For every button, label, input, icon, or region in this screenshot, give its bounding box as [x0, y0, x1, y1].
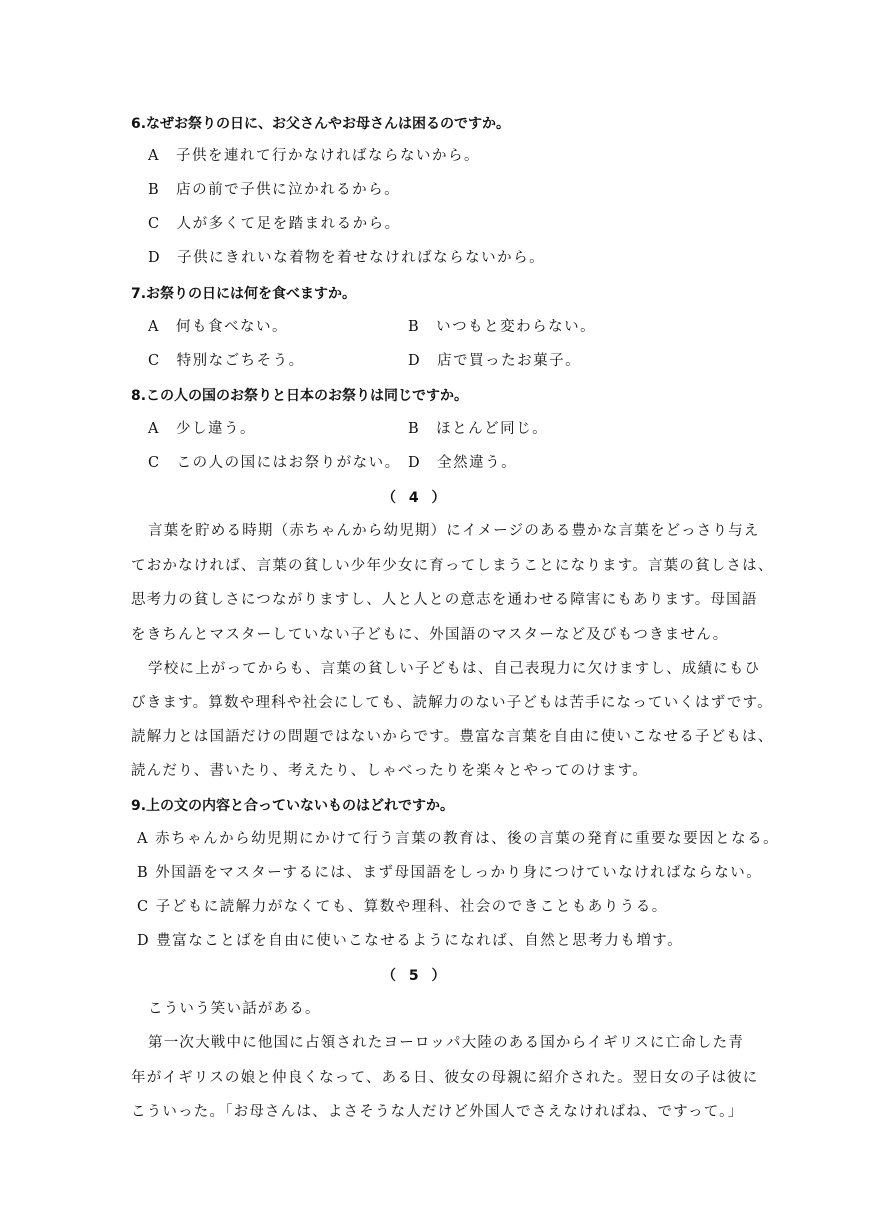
section-4-line-3: 思考力の貧しさにつながりますし、人と人との意志を通わせる障害にもあります。母国語 — [131, 592, 758, 608]
section-4-line-5: 学校に上がってからも、言葉の貧しい子どもは、自己表現力に欠けますし、成績にもひ — [148, 661, 761, 677]
section-4-line-2: ておかなければ、言葉の貧しい少年少女に育ってしまうことになります。言葉の貧しさは、 — [131, 558, 774, 574]
q7-option-b: B いつもと変わらない。 — [408, 319, 597, 335]
section-4-heading: （ 4 ） — [382, 490, 450, 506]
q8-option-c: C この人の国にはお祭りがない。 — [148, 455, 401, 471]
q8-option-b: B ほとんど同じ。 — [408, 421, 549, 437]
question-6: 6.なぜお祭りの日に、お父さんやお母さんは困るのですか。 — [131, 116, 511, 132]
q8-option-a: A 少し違う。 — [148, 421, 256, 437]
q7-option-d: D 店で買ったお菓子。 — [408, 353, 582, 369]
section-5-heading: （ 5 ） — [382, 968, 450, 984]
section-5-line-4: こういった。「お母さんは、よさそうな人だけど外国人でさえなければね、ですって。」 — [131, 1104, 744, 1120]
q9-option-d: D 豊富なことばを自由に使いこなせるようになれば、自然と思考力も増す。 — [137, 933, 684, 949]
q6-option-d: D 子供にきれいな着物を着せなければならないから。 — [148, 250, 546, 266]
section-5-line-2: 第一次大戦中に他国に占領されたヨーロッパ大陸のある国からイギリスに亡命した青 — [148, 1035, 745, 1051]
section-5-line-1: こういう笑い話がある。 — [148, 1001, 321, 1017]
question-8: 8.この人の国のお祭りと日本のお祭りは同じですか。 — [131, 388, 469, 404]
section-4-line-6: びきます。算数や理科や社会にしても、読解力のない子どもは苦手になっていくはずです。 — [131, 695, 773, 711]
section-4-line-8: 読んだり、書いたり、考えたり、しゃべったりを楽々とやってのけます。 — [131, 763, 648, 779]
section-5-line-3: 年がイギリスの娘と仲良くなって、ある日、彼女の母親に紹介された。翌日女の子は彼に — [131, 1070, 759, 1086]
q7-option-c: C 特別なごちそう。 — [148, 353, 305, 369]
q7-option-a: A 何も食べない。 — [148, 319, 288, 335]
question-7: 7.お祭りの日には何を食べますか。 — [131, 286, 357, 302]
q9-option-c: C 子どもに読解力がなくても、算数や理科、社会のできこともありうる。 — [137, 899, 668, 915]
q8-option-d: D 全然違う。 — [408, 455, 518, 471]
q9-option-b: B 外国語をマスターするには、まず母国語をしっかり身につけていなければならない。 — [137, 865, 763, 881]
section-4-line-7: 読解力とは国語だけの問題ではないからです。豊富な言葉を自由に使いこなせる子どもは、 — [131, 729, 774, 745]
q6-option-c: C 人が多くて足を踏まれるから。 — [148, 216, 401, 232]
question-9: 9.上の文の内容と合っていないものはどれですか。 — [131, 798, 455, 814]
q9-option-a: A 赤ちゃんから幼児期にかけて行う言葉の教育は、後の言葉の発育に重要な要因となる。 — [137, 831, 780, 847]
section-4-line-1: 言葉を貯める時期（赤ちゃんから幼児期）にイメージのある豊かな言葉をどっさり与え — [148, 523, 760, 539]
q6-option-b: B 店の前で子供に泣かれるから。 — [148, 182, 401, 198]
section-4-line-4: をきちんとマスターしていない子どもに、外国語のマスターなど及びもつきません。 — [131, 627, 729, 643]
q6-option-a: A 子供を連れて行かなければならないから。 — [148, 148, 480, 164]
